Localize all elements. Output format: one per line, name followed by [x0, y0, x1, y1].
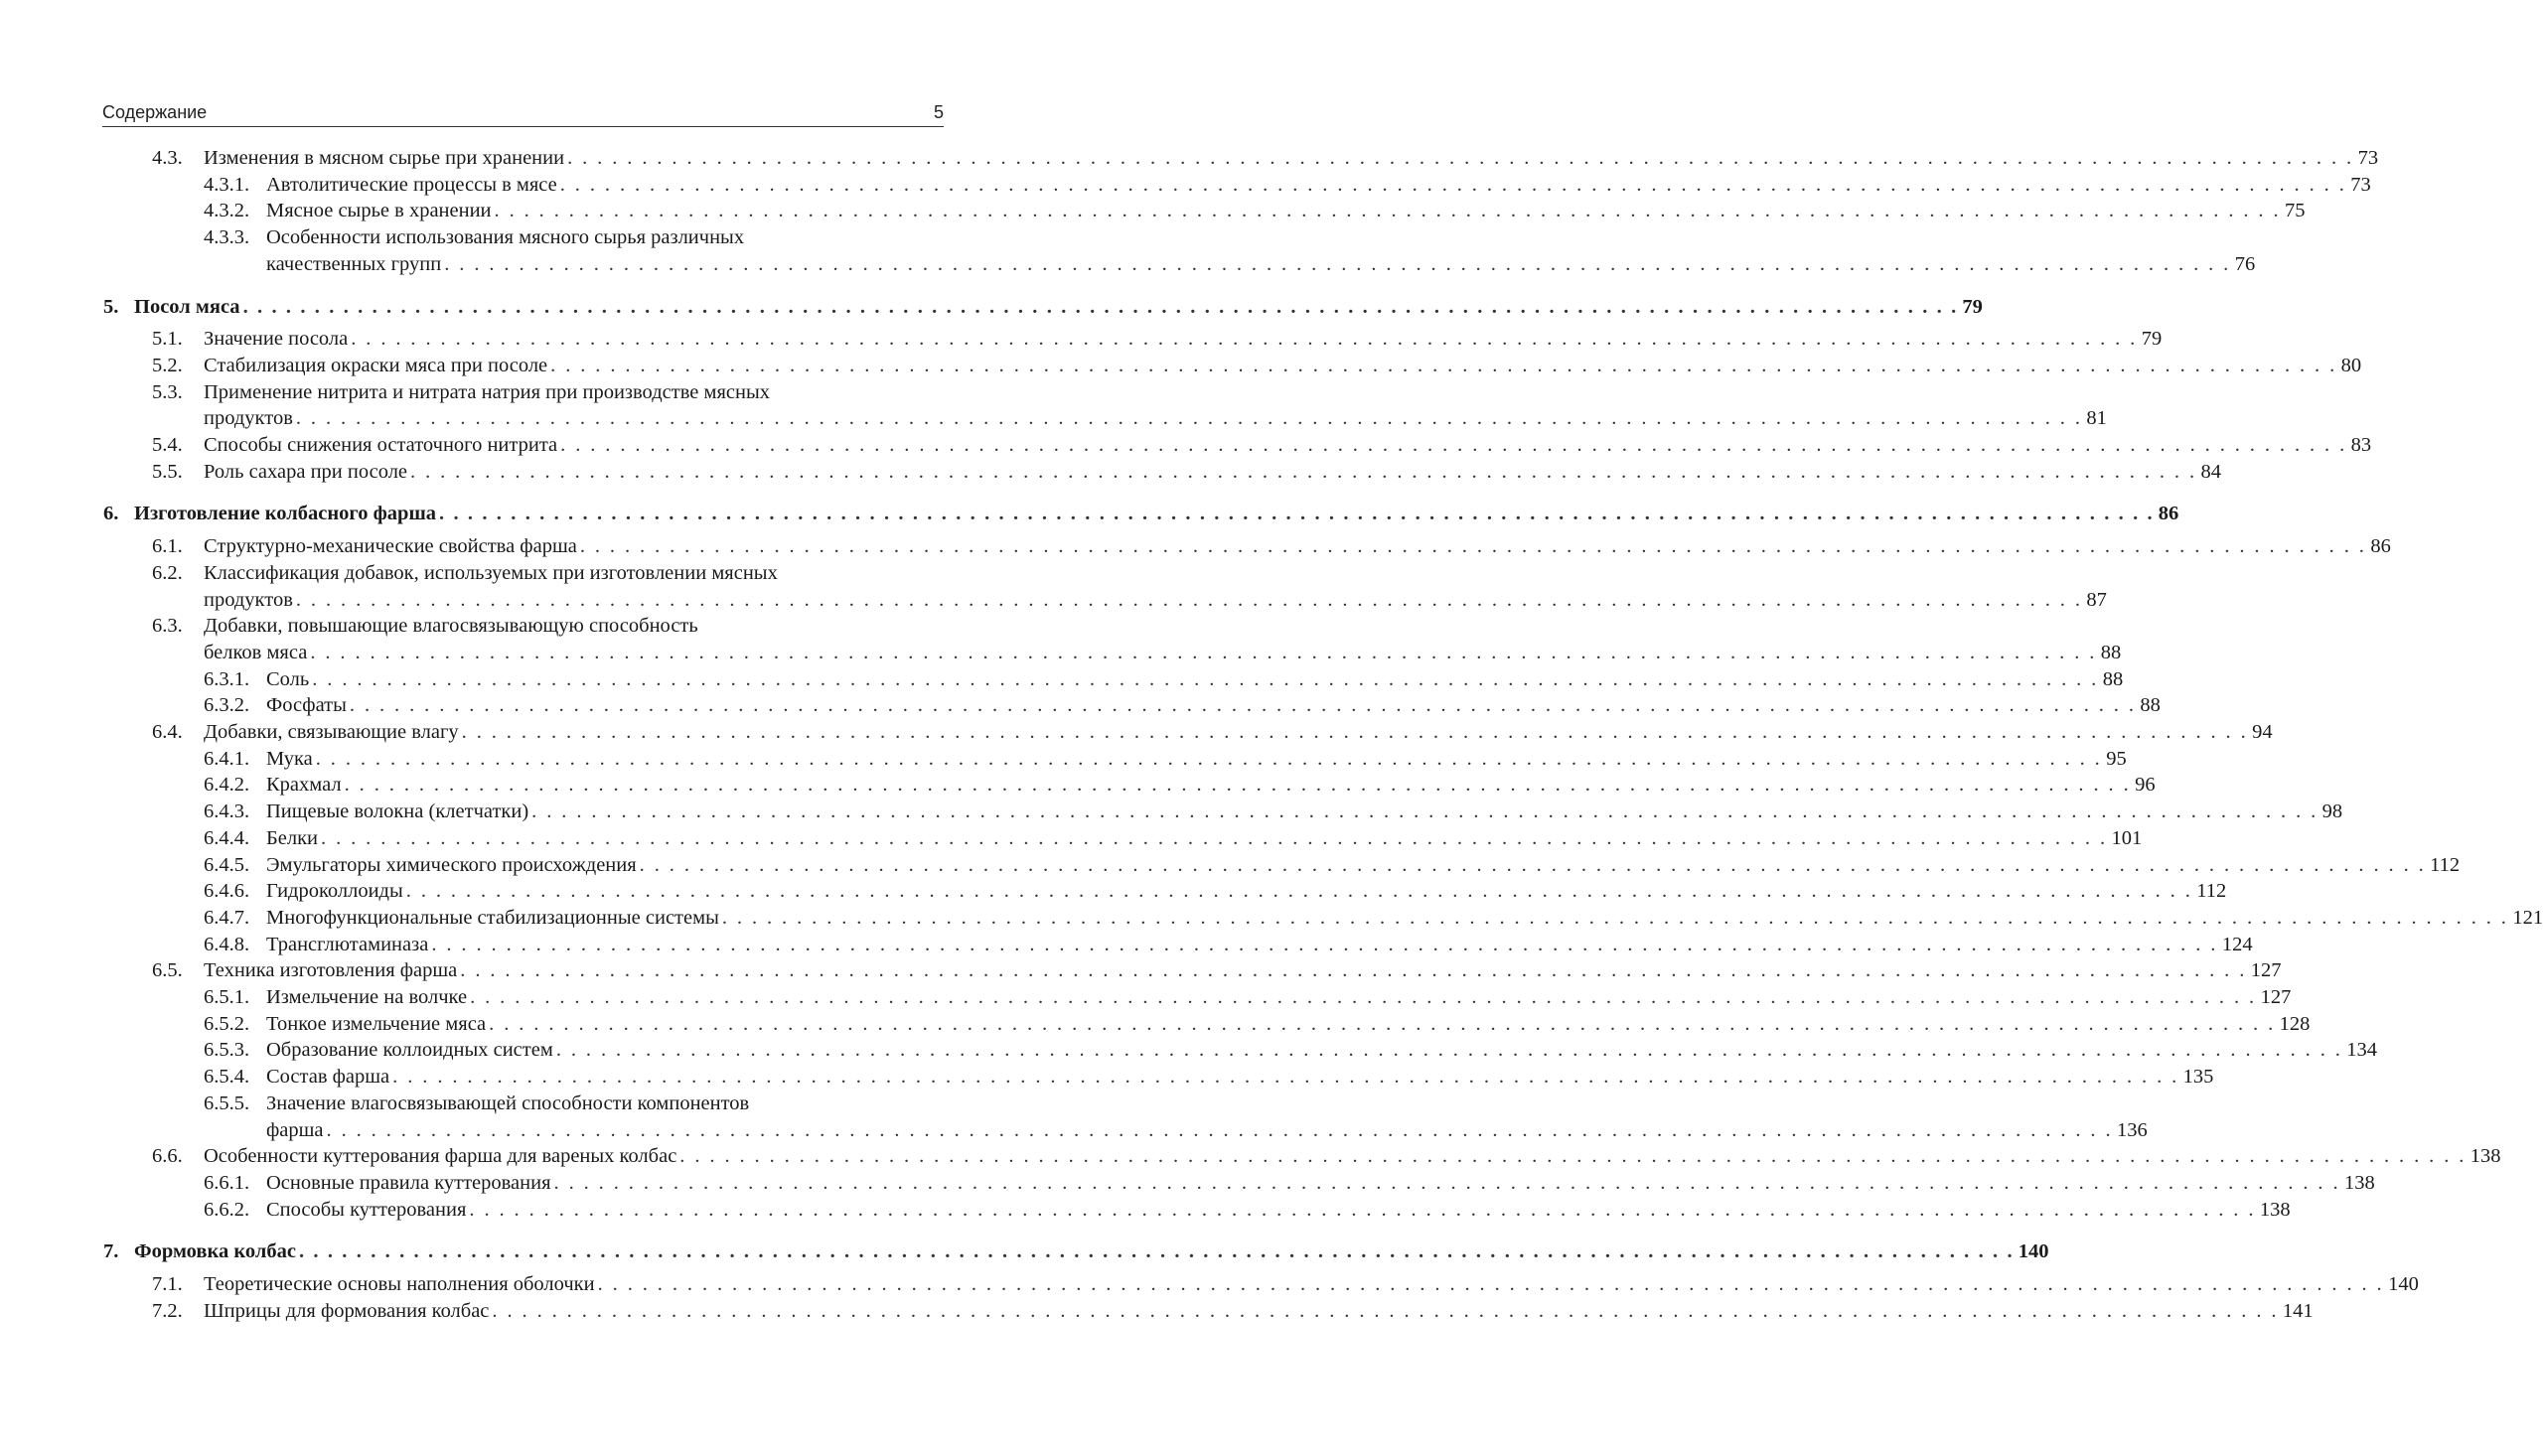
toc-entry-title: Применение нитрита и нитрата натрия при производстве мясных [204, 380, 770, 403]
toc-entry-number: 5.3. [152, 380, 183, 403]
dot-leader: . . . . . . . . . . . . . . . . . . . . . . . . . . . . . . . . . . . . . . . . . . . . . . . . . . . . . . . . . . . . . . . . . . . . . . . . . . . . . . . . . . . . . . . . . . . . . . . . . . . . . . . . . . . . . . . . . . . . . . . . [553, 1171, 2340, 1194]
dot-leader: . . . . . . . . . . . . . . . . . . . . . . . . . . . . . . . . . . . . . . . . . . . . . . . . . . . . . . . . . . . . . . . . . . . . . . . . . . . . . . . . . . . . . . . . . . . . . . . . . . . . . . . . . . . . . . . . . . . . . . . . [489, 1012, 2276, 1035]
toc-entry [204, 1197, 2291, 1224]
toc-entry-title: Добавки, связывающие влагу [204, 721, 459, 743]
toc-entry [204, 905, 2543, 932]
toc-entry-number: 6.4.6. [204, 880, 250, 903]
toc-entry-number: 6.4.5. [204, 853, 250, 876]
toc-entry-title: продуктов [204, 588, 293, 611]
dot-leader: . . . . . . . . . . . . . . . . . . . . . . . . . . . . . . . . . . . . . . . . . . . . . . . . . . . . . . . . . . . . . . . . . . . . . . . . . . . . . . . . . . . . . . . . . . . . . . . . . . . . . . . . . . . . . . . . . . . . . . . . [315, 747, 2103, 770]
toc-entry-title: Белки [266, 826, 319, 849]
toc-entry-title: Автолитические процессы в мясе [266, 173, 557, 196]
toc-entry-title: Трансглютаминаза [266, 933, 429, 955]
toc-entry-title: Крахмал [266, 774, 342, 797]
toc-entry-title: Тонкое измельчение мяса [266, 1012, 487, 1035]
toc-entry-page: 73 [2350, 173, 2371, 196]
toc-entry-number: 6.4.2. [204, 774, 250, 797]
toc-entry-number: 6.4.7. [204, 906, 250, 929]
toc-entry-number: 6.4.1. [204, 747, 250, 770]
toc-entry-number: 7.1. [152, 1273, 183, 1295]
toc-entry-number: 6.5.3. [204, 1039, 250, 1062]
dot-leader: . . . . . . . . . . . . . . . . . . . . . . . . . . . . . . . . . . . . . . . . . . . . . . . . . . . . . . . . . . . . . . . . . . . . . . . . . . . . . . . . . . . . . . . . . . . . . . . . . . . . . . . . . . . . . . . . . . . . . . . . [392, 1066, 2179, 1089]
dot-leader: . . . . . . . . . . . . . . . . . . . . . . . . . . . . . . . . . . . . . . . . . . . . . . . . . . . . . . . . . . . . . . . . . . . . . . . . . . . . . . . . . . . . . . . . . . . . . . . . . . . . . . . . . . . . . . . . . . . . . . . . [326, 1118, 2114, 1141]
toc-entry-number: 6.5.1. [204, 986, 250, 1008]
toc-entry-title: Изготовление колбасного фарша [134, 503, 436, 525]
toc-entry-page: 141 [2282, 1299, 2314, 1322]
toc-chapter [103, 501, 2179, 527]
toc-entry-title: Многофункциональные стабилизационные системы [266, 906, 719, 929]
dot-leader: . . . . . . . . . . . . . . . . . . . . . . . . . . . . . . . . . . . . . . . . . . . . . . . . . . . . . . . . . . . . . . . . . . . . . . . . . . . . . . . . . . . . . . . . . . . . . . . . . . . . . . . . . . . . . . . . . . . . . . . . [310, 641, 2097, 663]
toc-entry-page: 86 [2370, 535, 2391, 558]
toc-entry-page: 134 [2346, 1039, 2378, 1062]
toc-entry-page: 88 [2140, 694, 2161, 717]
toc-entry-title: Значение влагосвязывающей способности компонентов [266, 1092, 750, 1114]
toc-entry-page: 127 [2250, 959, 2282, 982]
toc-entry-page: 128 [2279, 1012, 2311, 1035]
toc-entry-number: 5.5. [152, 460, 183, 483]
toc-entry-page: 87 [2086, 588, 2107, 611]
toc-entry-page: 94 [2252, 721, 2273, 743]
toc-entry [204, 224, 2256, 277]
dot-leader: . . . . . . . . . . . . . . . . . . . . . . . . . . . . . . . . . . . . . . . . . . . . . . . . . . . . . . . . . . . . . . . . . . . . . . . . . . . . . . . . . . . . . . . . . . . . . . . . . . . . . . . . . . . . . . . . . . . . . . . . [349, 694, 2137, 717]
dot-leader: . . . . . . . . . . . . . . . . . . . . . . . . . . . . . . . . . . . . . . . . . . . . . . . . . . . . . . . . . . . . . . . . . . . . . . . . . . . . . . . . . . . . . . . . . . . . . . . . . . . . . . . . . . . . . . . . . . . . . . . . [494, 200, 2282, 222]
toc-entry-number: 6.3. [152, 615, 183, 638]
toc-entry-title: Особенности использования мясного сырья различных [266, 226, 745, 249]
toc-entry-number: 5.4. [152, 434, 183, 456]
dot-leader: . . . . . . . . . . . . . . . . . . . . . . . . . . . . . . . . . . . . . . . . . . . . . . . . . . . . . . . . . . . . . . . . . . . . . . . . . . . . . . . . . . . . . . . . . . . . . . . . . . . . . . . . . . . . . . . . . . . . . . . . [351, 328, 2138, 351]
toc-entry-title: Техника изготовления фарша [204, 959, 458, 982]
toc-entry-number: 6.5.5. [204, 1092, 250, 1114]
toc-entry-title: Способы куттерования [266, 1198, 467, 1221]
toc-entry [204, 772, 2156, 799]
dot-leader: . . . . . . . . . . . . . . . . . . . . . . . . . . . . . . . . . . . . . . . . . . . . . . . . . . . . . . . . . . . . . . . . . . . . . . . . . . . . . . . . . . . . . . . . . . . . . . . . . . . . . . . . . . . . . . . . . . . . . . . . [444, 252, 2231, 275]
toc-entry [204, 878, 2227, 905]
toc-entry-title: белков мяса [204, 641, 308, 663]
dot-leader: . . . . . . . . . . . . . . . . . . . . . . . . . . . . . . . . . . . . . . . . . . . . . . . . . . . . . . . . . . . . . . . . . . . . . . . . . . . . . . . . . . . . . . . . . . . . . . . . . . . . . . . . . . . . . . . . . . . . . . . . [560, 434, 2347, 456]
toc-entry [204, 984, 2292, 1011]
toc-entry-number: 6.4.3. [204, 801, 250, 823]
toc-entry-page: 95 [2106, 747, 2127, 770]
toc-entry-page: 121 [2512, 906, 2543, 929]
toc-entry-number: 6.6.1. [204, 1171, 250, 1194]
toc-entry-title: Структурно-механические свойства фарша [204, 535, 577, 558]
toc-entry [152, 1271, 2419, 1298]
toc-entry-page: 140 [2388, 1273, 2419, 1295]
toc-entry-page: 135 [2182, 1066, 2214, 1089]
toc-entry [204, 746, 2127, 773]
toc-entry-number: 5.2. [152, 354, 183, 376]
toc-entry [152, 533, 2391, 560]
toc-entry-number: 6.3.1. [204, 667, 250, 690]
toc-entry [152, 560, 2107, 613]
dot-leader: . . . . . . . . . . . . . . . . . . . . . . . . . . . . . . . . . . . . . . . . . . . . . . . . . . . . . . . . . . . . . . . . . . . . . . . . . . . . . . . . . . . . . . . . . . . . . . . . . . . . . . . . . . . . . . . . . . . . . . . . [312, 667, 2099, 690]
toc-entry-number: 4.3.2. [204, 200, 250, 222]
toc-entry-title: Мука [266, 747, 313, 770]
dot-leader: . . . . . . . . . . . . . . . . . . . . . . . . . . . . . . . . . . . . . . . . . . . . . . . . . . . . . . . . . . . . . . . . . . . . . . . . . . . . . . . . . . . . . . . . . . . . . . . . . . . . . . . . . . . . . . . . . . . . . . . . [321, 826, 2108, 849]
toc-entry-page: 84 [2200, 460, 2222, 483]
toc-chapter [103, 1238, 2049, 1265]
toc-entry [152, 1298, 2314, 1325]
toc-entry-title: Посол мяса [134, 295, 240, 318]
toc-entry-page: 112 [2430, 853, 2461, 876]
toc-entry-page: 76 [2234, 252, 2256, 275]
dot-leader: . . . . . . . . . . . . . . . . . . . . . . . . . . . . . . . . . . . . . . . . . . . . . . . . . . . . . . . . . . . . . . . . . . . . . . . . . . . . . . . . . . . . . . . . . . . . . . . . . . . . . . . . . . . . . . . . . . . . . . . . [461, 721, 2249, 743]
toc-entry-number: 5.1. [152, 328, 183, 351]
dot-leader: . . . . . . . . . . . . . . . . . . . . . . . . . . . . . . . . . . . . . . . . . . . . . . . . . . . . . . . . . . . . . . . . . . . . . . . . . . . . . . . . . . . . . . . . . . . . . . . . . . . . . . . . . . . . . . . . . . . . . . . . [579, 535, 2367, 558]
toc-entry-number: 6. [103, 503, 119, 525]
toc-entry-page: 79 [2141, 328, 2163, 351]
toc-entry [204, 1011, 2311, 1038]
dot-leader: . . . . . . . . . . . . . . . . . . . . . . . . . . . . . . . . . . . . . . . . . . . . . . . . . . . . . . . . . . . . . . . . . . . . . . . . . . . . . . . . . . . . . . . . . . . . . . . . . . . . . . . . . . . . . . . . . . . . . . . . [679, 1145, 2467, 1168]
toc-entry [152, 613, 2122, 665]
dot-leader: . . . . . . . . . . . . . . . . . . . . . . . . . . . . . . . . . . . . . . . . . . . . . . . . . . . . . . . . . . . . . . . . . . . . . . . . . . . . . . . . . . . . . . . . . . . . . . . . . . . . . . . . . . . . . . . . . . . . . . . . [460, 959, 2247, 982]
toc-entry [204, 692, 2161, 719]
toc-entry-title: Роль сахара при посоле [204, 460, 408, 483]
toc-entry-page: 81 [2086, 407, 2107, 430]
toc-entry-number: 6.6.2. [204, 1198, 250, 1221]
toc-entry-page: 140 [2018, 1240, 2049, 1263]
dot-leader: . . . . . . . . . . . . . . . . . . . . . . . . . . . . . . . . . . . . . . . . . . . . . . . . . . . . . . . . . . . . . . . . . . . . . . . . . . . . . . . . . . . . . . . . . . . . . . . . . . . . . . . . . . . . . . . . . . . . . . . . [597, 1273, 2385, 1295]
toc-entry [204, 1037, 2378, 1064]
dot-leader: . . . . . . . . . . . . . . . . . . . . . . . . . . . . . . . . . . . . . . . . . . . . . . . . . . . . . . . . . . . . . . . . . . . . . . . . . . . . . . . . . . . . . . . . . . . . . . . . . . . . . . . . . . . . . . . . . . . . . . . . [721, 906, 2509, 929]
toc-entry [152, 719, 2273, 746]
toc-entry-title: Пищевые волокна (клетчатки) [266, 801, 529, 823]
dot-leader: . . . . . . . . . . . . . . . . . . . . . . . . . . . . . . . . . . . . . . . . . . . . . . . . . . . . . . . . . . . . . . . . . . . . . . . . . . . . . . . . . . . . . . . . . . . . . . . . . . . . . . . . . . . . . . . . . . . . . . . . [559, 173, 2347, 196]
dot-leader: . . . . . . . . . . . . . . . . . . . . . . . . . . . . . . . . . . . . . . . . . . . . . . . . . . . . . . . . . . . . . . . . . . . . . . . . . . . . . . . . . . . . . . . . . . . . . . . . . . . . . . . . . . . . . . . . . . . . . . . . [470, 986, 2257, 1008]
toc-entry-title: фарша [266, 1118, 324, 1141]
dot-leader: . . . . . . . . . . . . . . . . . . . . . . . . . . . . . . . . . . . . . . . . . . . . . . . . . . . . . . . . . . . . . . . . . . . . . . . . . . . . . . . . . . . . . . . . . . . . . . . . . . . . . . . . . . . . . . . . . . . . . . . . [405, 880, 2193, 903]
toc-entry-number: 6.3.2. [204, 694, 250, 717]
toc-entry-title: Способы снижения остаточного нитрита [204, 434, 558, 456]
toc-entry [152, 1143, 2501, 1170]
toc-entry-page: 75 [2285, 200, 2306, 222]
toc-entry-title: Фосфаты [266, 694, 347, 717]
toc-entry-page: 98 [2321, 801, 2343, 823]
header-page-number: 5 [933, 102, 944, 122]
dot-leader: . . . . . . . . . . . . . . . . . . . . . . . . . . . . . . . . . . . . . . . . . . . . . . . . . . . . . . . . . . . . . . . . . . . . . . . . . . . . . . . . . . . . . . . . . . . . . . . . . . . . . . . . . . . . . . . . . . . . . . . . [469, 1198, 2256, 1221]
toc-entry-title: Формовка колбас [134, 1240, 296, 1263]
toc-entry-page: 138 [2469, 1145, 2501, 1168]
toc-entry-title: Эмульгаторы химического происхождения [266, 853, 637, 876]
toc-entry-number: 7.2. [152, 1299, 183, 1322]
toc-entry-title: Основные правила куттерования [266, 1171, 551, 1194]
toc-entry-title: Гидроколлоиды [266, 880, 403, 903]
toc-entry-title: Измельчение на волчке [266, 986, 468, 1008]
toc-entry-page: 73 [2357, 147, 2379, 169]
toc-entry-title: Особенности куттерования фарша для вареных колбас [204, 1145, 677, 1168]
toc-entry-title: Образование коллоидных систем [266, 1039, 553, 1062]
toc-entry [204, 799, 2343, 825]
toc-entry-number: 6.5.4. [204, 1066, 250, 1089]
toc-entry-page: 112 [2196, 880, 2227, 903]
toc-entry [204, 1064, 2214, 1091]
dot-leader: . . . . . . . . . . . . . . . . . . . . . . . . . . . . . . . . . . . . . . . . . . . . . . . . . . . . . . . . . . . . . . . . . . . . . . . . . . . . . . . . . . . . . . . . . . . . . . . . . . . . . . . . . . . . . . . . . . . . . . . . [431, 933, 2218, 955]
toc-entry [204, 1170, 2375, 1197]
toc-entry-page: 83 [2350, 434, 2372, 456]
toc-entry-title: Теоретические основы наполнения оболочки [204, 1273, 595, 1295]
dot-leader: . . . . . . . . . . . . . . . . . . . . . . . . . . . . . . . . . . . . . . . . . . . . . . . . . . . . . . . . . . . . . . . . . . . . . . . . . . . . . . . . . . . . . . . . . . . . . . . . . . . . . . . . . . . . . . . . . . . . . . . . [567, 147, 2354, 169]
toc-entry-number: 6.1. [152, 535, 183, 558]
dot-leader: . . . . . . . . . . . . . . . . . . . . . . . . . . . . . . . . . . . . . . . . . . . . . . . . . . . . . . . . . . . . . . . . . . . . . . . . . . . . . . . . . . . . . . . . . . . . . . . . . . . . . . . . . . . . . . . . . . . . . . . . [550, 354, 2337, 376]
toc-entry [204, 932, 2253, 958]
toc-entry-title: Мясное сырье в хранении [266, 200, 492, 222]
toc-entry-number: 6.4. [152, 721, 183, 743]
dot-leader: . . . . . . . . . . . . . . . . . . . . . . . . . . . . . . . . . . . . . . . . . . . . . . . . . . . . . . . . . . . . . . . . . . . . . . . . . . . . . . . . . . . . . . . . . . . . . . . . . . . . . . . . . . . . . . . . . . . . . . . . [531, 801, 2319, 823]
toc-entry-number: 4.3.1. [204, 173, 250, 196]
toc-entry [152, 432, 2372, 459]
toc-entry [152, 459, 2222, 486]
toc-entry-number: 6.2. [152, 561, 183, 584]
toc-entry-title: продуктов [204, 407, 293, 430]
toc-entry [152, 353, 2362, 379]
toc-entry-title: Стабилизация окраски мяса при посоле [204, 354, 548, 376]
toc-entry-number: 7. [103, 1240, 119, 1263]
dot-leader: . . . . . . . . . . . . . . . . . . . . . . . . . . . . . . . . . . . . . . . . . . . . . . . . . . . . . . . . . . . . . . . . . . . . . . . . . . . . . . . . . . . . . . . . . . . . . . . . . . . . . . . . . . . . . . . . . . . . . . . . [639, 853, 2427, 876]
toc-entry-page: 96 [2135, 774, 2156, 797]
toc-entry-page: 101 [2111, 826, 2143, 849]
toc-entry [204, 666, 2124, 693]
toc-chapter [103, 294, 1983, 321]
toc-entry-number: 6.5. [152, 959, 183, 982]
dot-leader: . . . . . . . . . . . . . . . . . . . . . . . . . . . . . . . . . . . . . . . . . . . . . . . . . . . . . . . . . . . . . . . . . . . . . . . . . . . . . . . . . . . . . . . . . . . . . . . . . . . . . . . . . . . . . . . . . . . . . . . . [555, 1039, 2343, 1062]
toc-entry [204, 1091, 2148, 1143]
toc-entry-title: Добавки, повышающие влагосвязывающую способность [204, 615, 698, 638]
toc-entry-title: качественных групп [266, 252, 442, 275]
toc-entry-number: 4.3. [152, 147, 183, 169]
toc-entry [204, 825, 2143, 852]
toc-entry-page: 138 [2344, 1171, 2375, 1194]
toc-entry-number: 4.3.3. [204, 226, 250, 249]
toc-entry-title: Классификация добавок, используемых при изготовлении мясных [204, 561, 778, 584]
toc-entry-page: 86 [2158, 503, 2179, 525]
dot-leader: . . . . . . . . . . . . . . . . . . . . . . . . . . . . . . . . . . . . . . . . . . . . . . . . . . . . . . . . . . . . . . . . . . . . . . . . . . . . . . . . . . . . . . . . . . . . . . . . . . . . . . . . . . . . . . . . . . . . . . . . [295, 407, 2083, 430]
toc-entry-page: 79 [1962, 295, 1983, 318]
toc-entry-page: 124 [2221, 933, 2253, 955]
toc-entry-page: 127 [2260, 986, 2292, 1008]
dot-leader: . . . . . . . . . . . . . . . . . . . . . . . . . . . . . . . . . . . . . . . . . . . . . . . . . . . . . . . . . . . . . . . . . . . . . . . . . . . . . . . . . . . . . . . . . . . . . . . . . . . . . . . . . . . . . . . . . . . . . . . . [295, 588, 2083, 611]
toc-entry-title: Шприцы для формования колбас [204, 1299, 490, 1322]
toc-entry-title: Соль [266, 667, 310, 690]
toc-entry-title: Изменения в мясном сырье при хранении [204, 147, 565, 169]
toc-entry-number: 5. [103, 295, 119, 318]
toc-entry [152, 957, 2282, 984]
dot-leader: . . . . . . . . . . . . . . . . . . . . . . . . . . . . . . . . . . . . . . . . . . . . . . . . . . . . . . . . . . . . . . . . . . . . . . . . . . . . . . . . . . . . . . . . . . . . . . . . . . . . . . . . . . . . . . . . . . . . . . . . [439, 503, 2155, 525]
running-header [102, 102, 944, 127]
toc-entry [204, 198, 2306, 224]
dot-leader: . . . . . . . . . . . . . . . . . . . . . . . . . . . . . . . . . . . . . . . . . . . . . . . . . . . . . . . . . . . . . . . . . . . . . . . . . . . . . . . . . . . . . . . . . . . . . . . . . . . . . . . . . . . . . . . . . . . . . . . . [298, 1240, 2015, 1263]
toc-entry [152, 145, 2379, 172]
toc-entry [204, 852, 2461, 879]
toc-entry [152, 326, 2163, 353]
toc-entry-number: 6.4.4. [204, 826, 250, 849]
toc-entry-title: Состав фарша [266, 1066, 390, 1089]
toc-entry-page: 138 [2259, 1198, 2291, 1221]
toc-entry [204, 172, 2371, 199]
header-title: Содержание [102, 102, 208, 122]
dot-leader: . . . . . . . . . . . . . . . . . . . . . . . . . . . . . . . . . . . . . . . . . . . . . . . . . . . . . . . . . . . . . . . . . . . . . . . . . . . . . . . . . . . . . . . . . . . . . . . . . . . . . . . . . . . . . . . . . . . . . . . . [242, 295, 1959, 318]
dot-leader: . . . . . . . . . . . . . . . . . . . . . . . . . . . . . . . . . . . . . . . . . . . . . . . . . . . . . . . . . . . . . . . . . . . . . . . . . . . . . . . . . . . . . . . . . . . . . . . . . . . . . . . . . . . . . . . . . . . . . . . . [492, 1299, 2279, 1322]
toc-entry-page: 136 [2117, 1118, 2148, 1141]
toc-entry-page: 88 [2102, 667, 2124, 690]
toc-entry-number: 6.5.2. [204, 1012, 250, 1035]
toc-entry-number: 6.4.8. [204, 933, 250, 955]
toc-entry [152, 379, 2107, 432]
dot-leader: . . . . . . . . . . . . . . . . . . . . . . . . . . . . . . . . . . . . . . . . . . . . . . . . . . . . . . . . . . . . . . . . . . . . . . . . . . . . . . . . . . . . . . . . . . . . . . . . . . . . . . . . . . . . . . . . . . . . . . . . [410, 460, 2197, 483]
toc-entry-title: Значение посола [204, 328, 349, 351]
toc-entry-page: 80 [2340, 354, 2362, 376]
toc-entry-page: 88 [2100, 641, 2122, 663]
toc-entry-number: 6.6. [152, 1145, 183, 1168]
dot-leader: . . . . . . . . . . . . . . . . . . . . . . . . . . . . . . . . . . . . . . . . . . . . . . . . . . . . . . . . . . . . . . . . . . . . . . . . . . . . . . . . . . . . . . . . . . . . . . . . . . . . . . . . . . . . . . . . . . . . . . . . [344, 774, 2132, 797]
